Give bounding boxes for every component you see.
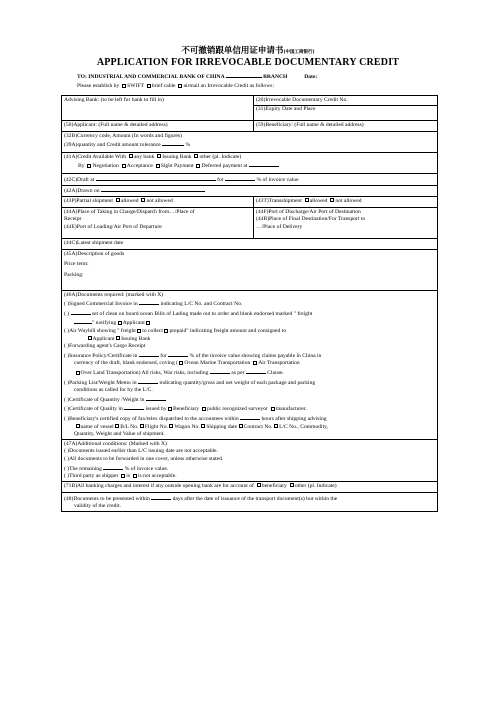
title-chinese-bank: (中国工商银行)	[283, 50, 315, 55]
option-checkbox[interactable]	[274, 424, 278, 428]
advising-bank-cell[interactable]: Advising Bank: (to be left for bank to fill in)	[62, 96, 254, 121]
swift-checkbox[interactable]	[122, 84, 126, 88]
title-chinese: 不可撤销跟单信用证申请书(中国工商银行)	[181, 46, 315, 56]
acceptance-checkbox[interactable]	[122, 164, 126, 168]
fill-in-blank[interactable]	[225, 175, 255, 181]
fill-in-blank[interactable]	[249, 161, 279, 167]
fill-in-blank[interactable]	[138, 378, 158, 384]
field-59-beneficiary[interactable]: (59)Beneficiary: (Full name & detailed address)	[254, 121, 438, 132]
field-41a-available[interactable]: (41A)Credit Available With any bank Issuing Bank other (pl. Indicate) By Negotiation Acceptance Sight Payment Deferred payment at	[62, 153, 438, 174]
fill-in-blank[interactable]	[151, 494, 171, 500]
option-checkbox[interactable]	[137, 329, 141, 333]
doc-certificate-quality[interactable]: ( )Certificate of Quality in issued by Beneficiary public recognized surveyor manufacturer.	[64, 406, 307, 413]
fill-in-blank[interactable]	[246, 368, 266, 374]
fill-in-blank[interactable]	[210, 368, 230, 374]
credit-no-expiry-cell	[254, 96, 438, 121]
option-checkbox[interactable]	[168, 407, 172, 411]
fill-in-blank[interactable]	[96, 175, 216, 181]
field-46a-documents: (46A)Documents required: (marked with X) ( )Signed Commercial Invoice in indicating L/C No. and Contract No. ( ) set of clean on board ocean Bills of Lading made out to order and blank endorsed marked " freight " notifying Applicant ( )Air Waybill showing " freight to collect prepaid" indicating freight amount and consigned to Applicant Issuing Bank ( )Forwarding agent's Cargo Receipt ( )Insurance Policy/Certificate in for % of the invoice value showing claims payable in China in currency of the draft, blank endorsed, coving ( Ocean Marine Transportation Air Transportation Over Land Transportation) All risks, War risks, including as per Clause. ( )Packing List/Weight Memo in indicating quantity/gross and net weight of each package and packing conditions as called for by the L/C. ( )Certificate of Quantity /Weight in ( )Certificate of Quality in issued by Beneficiary public recognized surveyor manufacturer. ( )Beneficiary's certified copy of fax/telex dispatched to the accountees within hours after shipping advising name of vessel B/L No. Flight No. Wagon No. Shipping date Contract No. L/C No., Commodity, Quantity, Weight and Value of shipment.	[62, 291, 438, 440]
issuing-bank-checkbox[interactable]	[157, 154, 161, 158]
fill-in-blank[interactable]	[240, 414, 260, 420]
brief-cable-checkbox[interactable]	[147, 84, 151, 88]
negotiation-checkbox[interactable]	[87, 164, 91, 168]
to-bank-line: TO: INDUSTRIAL AND COMMERCIAL BANK OF CHINA BRANCH Date:	[77, 74, 318, 80]
any-bank-checkbox[interactable]	[129, 154, 133, 158]
field-44f-44b[interactable]: (44F)Port of Discharge/Air Port of Destination (44B)Place of Final Destination/For Transport to …/Place of Delivery	[254, 208, 438, 239]
partial-not-allowed-checkbox[interactable]	[141, 198, 145, 202]
option-checkbox[interactable]	[271, 407, 275, 411]
doc-bill-of-lading[interactable]: ( ) set of clean on board ocean Bills of Lading made out to order and blank endorsed marked " freight	[64, 310, 313, 317]
option-checkbox[interactable]	[118, 321, 122, 325]
field-44a-44e[interactable]: (44A)Place of Taking in Charge/Dispatch from…/Place of Receipt (44E)Port of Loading/Air Port of Departure	[62, 208, 254, 239]
fill-in-blank[interactable]	[139, 299, 159, 305]
doc-insurance[interactable]: ( )Insurance Policy/Certificate in for % of the invoice value showing claims payable in China in	[64, 352, 322, 359]
option-checkbox[interactable]	[121, 474, 125, 478]
option-checkbox[interactable]	[76, 371, 80, 375]
option-checkbox[interactable]	[115, 424, 119, 428]
transshipment-not-allowed-checkbox[interactable]	[330, 198, 334, 202]
cond-one-cover[interactable]: ( )All documents to be forwarded in one cover, unless otherwise stated.	[64, 455, 224, 462]
partial-allowed-checkbox[interactable]	[116, 198, 120, 202]
deferred-payment-checkbox[interactable]	[196, 164, 200, 168]
fill-in-blank[interactable]	[71, 309, 91, 315]
issue-method-line: Please establish by SWIFT brief cable airmail an Irrevocable Credit as follows:	[77, 83, 274, 89]
doc-beneficiary-fax[interactable]: ( )Beneficiary's certified copy of fax/telex dispatched to the accountees within hours after shipping advising	[64, 416, 327, 422]
option-checkbox[interactable]	[201, 424, 205, 428]
fill-in-blank[interactable]	[168, 351, 188, 357]
option-checkbox[interactable]	[179, 361, 183, 365]
fill-in-blank[interactable]	[74, 318, 92, 324]
cond-earlier-docs[interactable]: ( )Documents issued earlier than L/C issuing date are not acceptable.	[64, 448, 218, 455]
fill-in-blank[interactable]	[101, 186, 205, 192]
option-checkbox[interactable]	[239, 424, 243, 428]
transshipment-allowed-checkbox[interactable]	[305, 198, 309, 202]
option-checkbox[interactable]	[146, 321, 150, 325]
title-english: APPLICATION FOR IRREVOCABLE DOCUMENTARY CREDIT	[96, 57, 400, 68]
option-checkbox[interactable]	[253, 361, 257, 365]
fill-in-blank[interactable]	[162, 140, 184, 146]
doc-air-waybill[interactable]: ( )Air Waybill showing " freight to collect prepaid" indicating freight amount and consigned to	[64, 328, 287, 335]
option-checkbox[interactable]	[169, 424, 173, 428]
field-42a-drawn-on[interactable]: (42A)Drawn on	[62, 185, 438, 197]
field-32b-amount[interactable]: (32B)Currency code, Amount (In words and figures) (39A)quantity and Credit amount tolerance %	[62, 132, 438, 153]
field-50-applicant[interactable]: (50)Applicant: (Full name & detailed address)	[62, 121, 254, 132]
doc-cargo-receipt[interactable]: ( )Forwarding agent's Cargo Receipt	[64, 343, 146, 350]
fill-in-blank[interactable]	[146, 395, 166, 401]
airmail-checkbox[interactable]	[178, 84, 182, 88]
doc-invoice[interactable]: ( )Signed Commercial Invoice in indicating L/C No. and Contract No.	[64, 301, 243, 308]
option-checkbox[interactable]	[140, 424, 144, 428]
doc-certificate-quantity[interactable]: ( )Certificate of Quantity /Weight in	[64, 395, 435, 405]
field-71b-charges[interactable]: (71B)All banking charges and interest if any outside opening bank are for account of beneficiary other (pl. Indicate)	[62, 482, 438, 493]
field-45a-goods[interactable]: (45A)Description of goods Price term: Packing:	[62, 250, 438, 291]
option-checkbox[interactable]	[76, 424, 80, 428]
option-checkbox[interactable]	[257, 483, 261, 487]
fill-in-blank[interactable]	[103, 464, 123, 470]
date-label: Date:	[304, 74, 318, 80]
field-43p-partial[interactable]: (43P)Partial shipment allowed not allowed	[62, 197, 254, 208]
doc-packing-list[interactable]: ( )Packing List/Weight Memo in indicating quantity/gross and net weight of each package and packing	[64, 379, 316, 386]
field-43t-transshipment[interactable]: (43T)Transshipment allowed not allowed	[254, 197, 438, 208]
option-checkbox[interactable]	[164, 329, 168, 333]
option-checkbox[interactable]	[202, 407, 206, 411]
cond-third-party[interactable]: ( )Third party as shipper is is not acceptable.	[64, 473, 177, 480]
option-checkbox[interactable]	[88, 336, 92, 340]
sight-payment-checkbox[interactable]	[156, 164, 160, 168]
option-checkbox[interactable]	[133, 474, 137, 478]
option-checkbox[interactable]	[290, 483, 294, 487]
option-checkbox[interactable]	[116, 336, 120, 340]
credit-application-table	[61, 95, 438, 512]
other-bank-checkbox[interactable]	[194, 154, 198, 158]
fill-in-blank[interactable]	[124, 404, 144, 410]
cond-remaining[interactable]: ( )The remaining % of invoice value.	[64, 465, 169, 472]
field-44c-latest-shipment[interactable]: (44C)Latest shipment date	[62, 239, 438, 250]
branch-blank[interactable]	[226, 72, 262, 78]
field-31[interactable]: (31)Expiry Date and Place	[256, 106, 316, 113]
field-42c-draft[interactable]: (42C)Draft at for % of invoice value	[62, 174, 438, 186]
field-48-presentation[interactable]: (48)Documents to be presented within days after the date of issuance of the transport document(s) but within the validity of the credit.	[62, 493, 438, 512]
field-20[interactable]: (20)Irrevocable Documentary Credit No.	[254, 96, 437, 106]
field-47a-additional: (47A)Additional conditions: (Marked with X) ( )Documents issued earlier than L/C issuing date are not acceptable. ( )All documents to be forwarded in one cover, unless otherwise stated. ( )The remaining % of invoice value. ( )Third party as shipper is is not acceptable.	[62, 440, 438, 482]
fill-in-blank[interactable]	[139, 351, 159, 357]
